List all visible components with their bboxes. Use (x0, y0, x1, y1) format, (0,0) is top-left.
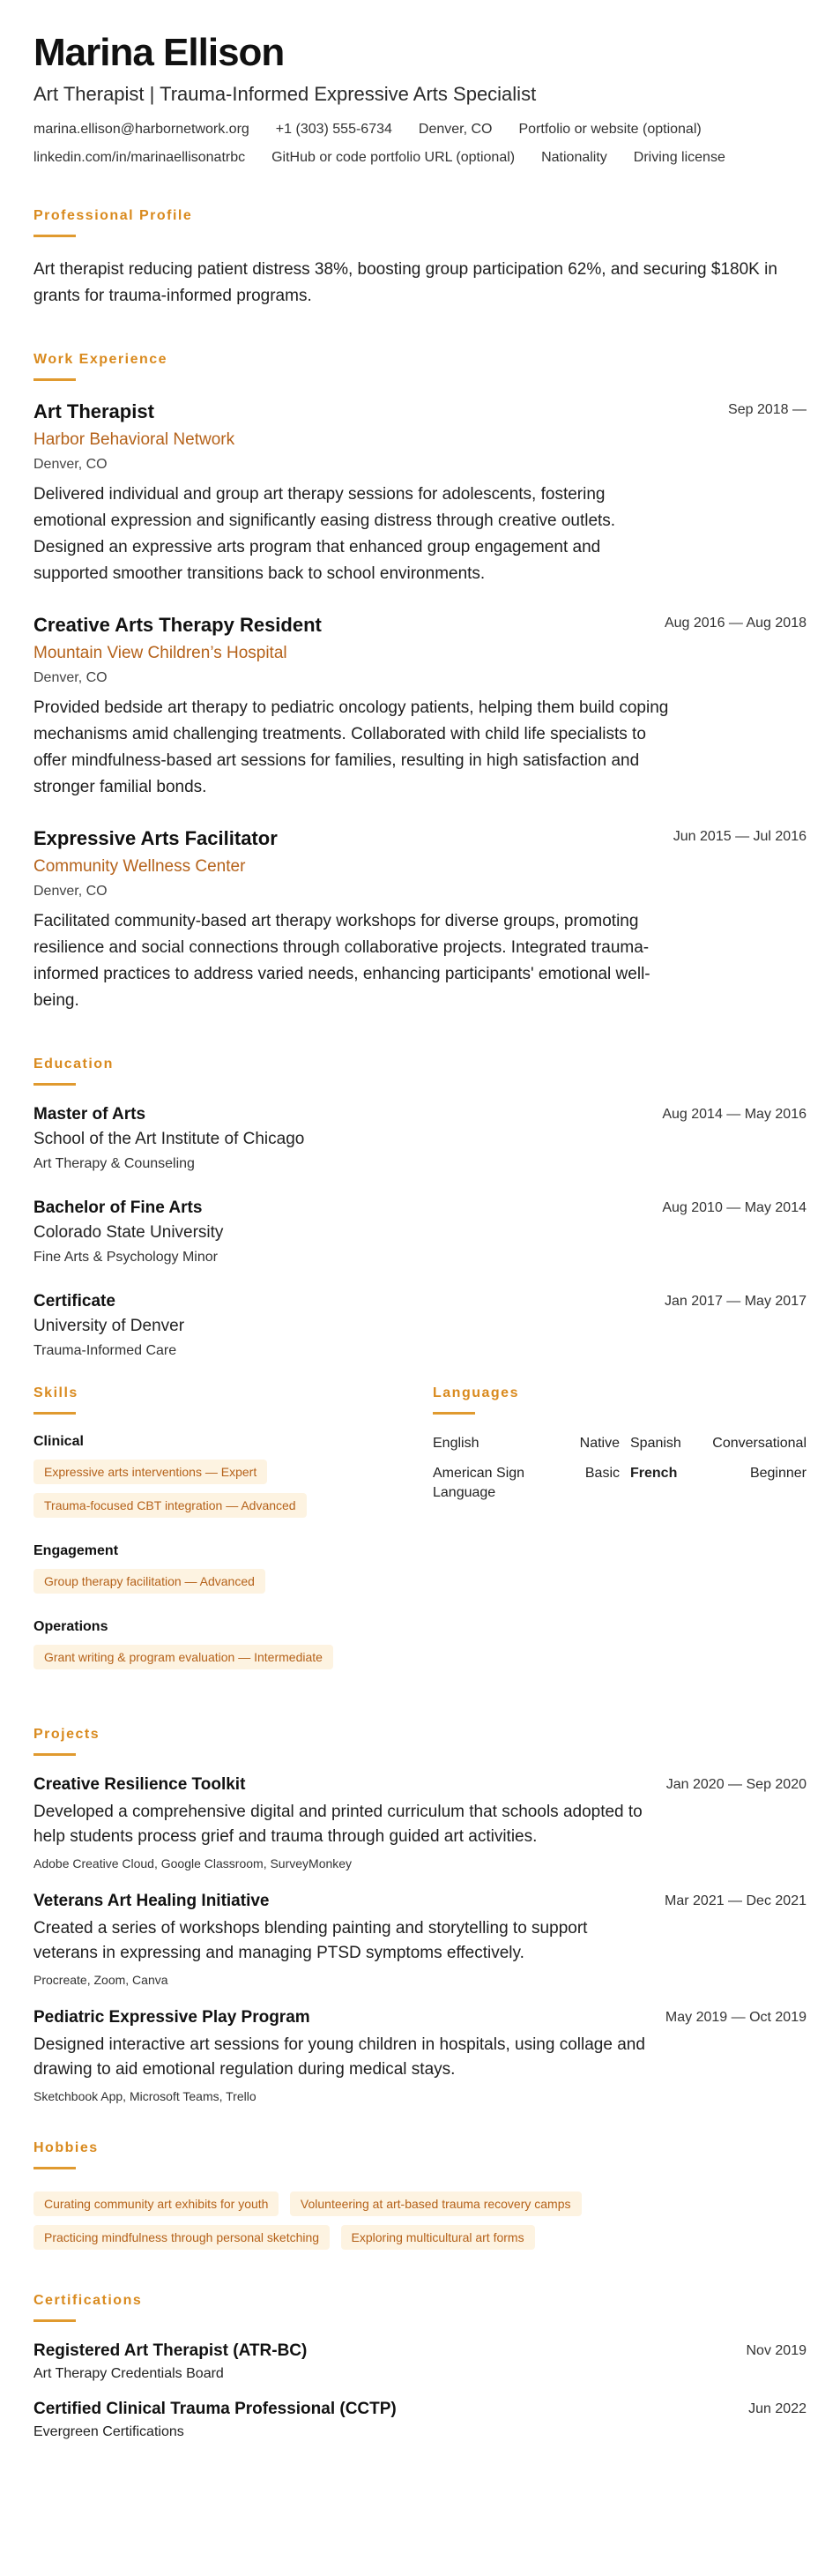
projects-section (33, 1727, 807, 2103)
project-description: Designed interactive art sessions for young children in hospitals, using collage and drawing to aid emotional regulation during medical stays. (33, 2035, 645, 2079)
school: Colorado State University (33, 1223, 224, 1243)
language-level: Basic (584, 1466, 620, 1482)
certification-entry (33, 2400, 807, 2440)
nationality-placeholder: Nationality (541, 150, 607, 166)
degree: Bachelor of Fine Arts (33, 1198, 203, 1218)
project-tools: Sketchbook App, Microsoft Teams, Trello (33, 2089, 256, 2104)
project-dates: Jan 2020 — Sep 2020 (665, 1777, 807, 1793)
certification-entry (33, 2341, 807, 2382)
section-title: Languages (433, 1385, 519, 1401)
job-description: Facilitated community-based art therapy workshops for diverse groups, promoting resilience and social connections through collaborative projects. Integrated trauma-informed practices to address varied needs, enhancing participants' emotional well-being. (33, 912, 650, 1011)
school: School of the Art Institute of Chicago (33, 1130, 305, 1149)
experience-section (33, 352, 807, 1014)
education-entry (33, 1105, 807, 1172)
field-of-study: Fine Arts & Psychology Minor (33, 1250, 218, 1266)
candidate-name: Marina Ellison (33, 31, 285, 74)
language-level: Conversational (712, 1436, 807, 1452)
github-placeholder: GitHub or code portfolio URL (optional) (271, 150, 516, 166)
certification-issuer: Art Therapy Credentials Board (33, 2366, 224, 2382)
language-name: American Sign Language (433, 1466, 525, 1501)
hobby-tag: Practicing mindfulness through personal sketching (33, 2225, 330, 2250)
job-organization: Mountain View Children’s Hospital (33, 644, 287, 663)
contact-row-2 (33, 150, 807, 166)
section-divider (33, 1412, 76, 1415)
phone-text: +1 (303) 555-6734 (275, 122, 392, 138)
section-title: Certifications (33, 2293, 143, 2309)
degree: Certificate (33, 1292, 115, 1311)
job-dates: Jun 2015 — Jul 2016 (673, 829, 807, 845)
job-entry (33, 614, 807, 801)
section-divider (33, 235, 76, 237)
hobby-tag: Curating community art exhibits for youth (33, 2191, 279, 2216)
skill-tag: Group therapy facilitation — Advanced (33, 1569, 265, 1594)
project-entry (33, 1775, 807, 1870)
field-of-study: Art Therapy & Counseling (33, 1156, 195, 1172)
skill-tag: Expressive arts interventions — Expert (33, 1460, 267, 1484)
language-level: Native (579, 1436, 620, 1452)
job-title: Creative Arts Therapy Resident (33, 614, 322, 637)
job-description: Provided bedside art therapy to pediatric oncology patients, helping them build coping mechanisms amid challenging treatments. Collaborated with child life specialists to offer mindfulness-based art sessions for families, resulting in high satisfaction and stronger familial bonds. (33, 698, 669, 797)
skill-group-name: Operations (33, 1619, 108, 1635)
skill-tag: Trauma-focused CBT integration — Advanced (33, 1493, 307, 1518)
job-organization: Community Wellness Center (33, 857, 246, 877)
job-location: Denver, CO (33, 457, 108, 473)
section-divider (33, 2167, 76, 2169)
job-description: Delivered individual and group art therapy sessions for adolescents, fostering emotional expression and significantly easing distress through creative outlets. Designed an expressive arts program that enhanced group engagement and supported smoother transitions back to school environments. (33, 485, 616, 584)
profile-section (33, 208, 807, 310)
hobby-tags (33, 2189, 703, 2256)
section-title: Work Experience (33, 352, 168, 368)
project-tools: Procreate, Zoom, Canva (33, 1973, 168, 1988)
section-divider (33, 378, 76, 381)
certification-issuer: Evergreen Certifications (33, 2424, 184, 2440)
profile-summary: Art therapist reducing patient distress 38%, boosting group participation 62%, and securing $180K in grants for trauma-informed programs. (33, 260, 777, 306)
skills-section (33, 1385, 433, 1695)
driving-license-placeholder: Driving license (633, 150, 725, 166)
job-entry (33, 400, 807, 587)
header (33, 32, 807, 166)
certification-name: Certified Clinical Trauma Professional (CCTP) (33, 2400, 397, 2419)
education-entry (33, 1198, 807, 1266)
hobby-tag: Exploring multicultural art forms (341, 2225, 535, 2250)
linkedin-link[interactable]: linkedin.com/in/marinaellisonatrbc (33, 150, 246, 166)
education-entry (33, 1292, 807, 1359)
project-title: Creative Resilience Toolkit (33, 1775, 246, 1795)
languages-grid (433, 1434, 807, 1503)
education-dates: Jan 2017 — May 2017 (665, 1294, 807, 1310)
skill-group (33, 1543, 433, 1600)
project-description: Created a series of workshops blending painting and storytelling to support veterans in expressing and managing PTSD symptoms effectively. (33, 1919, 588, 1963)
languages-section (433, 1385, 807, 1695)
job-dates: Aug 2016 — Aug 2018 (664, 616, 807, 631)
job-dates: Sep 2018 — (728, 402, 807, 418)
project-title: Veterans Art Healing Initiative (33, 1892, 270, 1911)
section-title: Projects (33, 1727, 100, 1743)
section-title: Skills (33, 1385, 78, 1401)
job-location: Denver, CO (33, 884, 108, 900)
hobbies-section (33, 2140, 807, 2256)
location-text: Denver, CO (418, 122, 493, 138)
job-title: Expressive Arts Facilitator (33, 827, 278, 850)
certifications-section (33, 2293, 807, 2440)
project-description: Developed a comprehensive digital and printed curriculum that schools adopted to help students process grief and trauma through guided art activities. (33, 1803, 643, 1847)
section-divider (33, 2319, 76, 2322)
education-dates: Aug 2010 — May 2014 (662, 1200, 807, 1216)
contact-row-1 (33, 122, 807, 138)
hobby-tag: Volunteering at art-based trauma recovery camps (290, 2191, 582, 2216)
section-title: Education (33, 1057, 114, 1072)
language-name: English (433, 1436, 479, 1452)
language-name: Spanish (630, 1436, 681, 1452)
language-level: Beginner (749, 1466, 807, 1482)
project-entry (33, 1892, 807, 1987)
skill-group (33, 1434, 433, 1524)
degree: Master of Arts (33, 1105, 146, 1124)
field-of-study: Trauma-Informed Care (33, 1343, 177, 1359)
skill-group (33, 1619, 433, 1676)
section-divider (433, 1412, 475, 1415)
skill-group-name: Engagement (33, 1543, 119, 1559)
section-title: Hobbies (33, 2140, 99, 2156)
email-link[interactable]: marina.ellison@harbornetwork.org (33, 122, 249, 138)
certification-name: Registered Art Therapist (ATR-BC) (33, 2341, 308, 2361)
section-divider (33, 1083, 76, 1086)
job-organization: Harbor Behavioral Network (33, 430, 235, 450)
portfolio-placeholder: Portfolio or website (optional) (518, 122, 702, 138)
language-name: French (630, 1466, 678, 1482)
section-title: Professional Profile (33, 208, 193, 224)
certification-date: Jun 2022 (748, 2401, 807, 2417)
skill-tag: Grant writing & program evaluation — Intermediate (33, 1645, 333, 1669)
skills-languages-row (33, 1385, 807, 1695)
certification-date: Nov 2019 (746, 2343, 807, 2359)
job-title: Art Therapist (33, 400, 154, 423)
education-section (33, 1057, 807, 1359)
skill-group-name: Clinical (33, 1434, 84, 1450)
project-title: Pediatric Expressive Play Program (33, 2008, 310, 2027)
project-tools: Adobe Creative Cloud, Google Classroom, SurveyMonkey (33, 1856, 353, 1871)
education-dates: Aug 2014 — May 2016 (662, 1107, 807, 1123)
school: University of Denver (33, 1317, 185, 1336)
project-dates: May 2019 — Oct 2019 (665, 2010, 807, 2026)
project-dates: Mar 2021 — Dec 2021 (665, 1893, 807, 1909)
job-location: Denver, CO (33, 670, 108, 686)
job-entry (33, 827, 807, 1014)
headline: Art Therapist | Trauma-Informed Expressive Arts Specialist (33, 83, 537, 106)
project-entry (33, 2008, 807, 2103)
section-divider (33, 1753, 76, 1756)
